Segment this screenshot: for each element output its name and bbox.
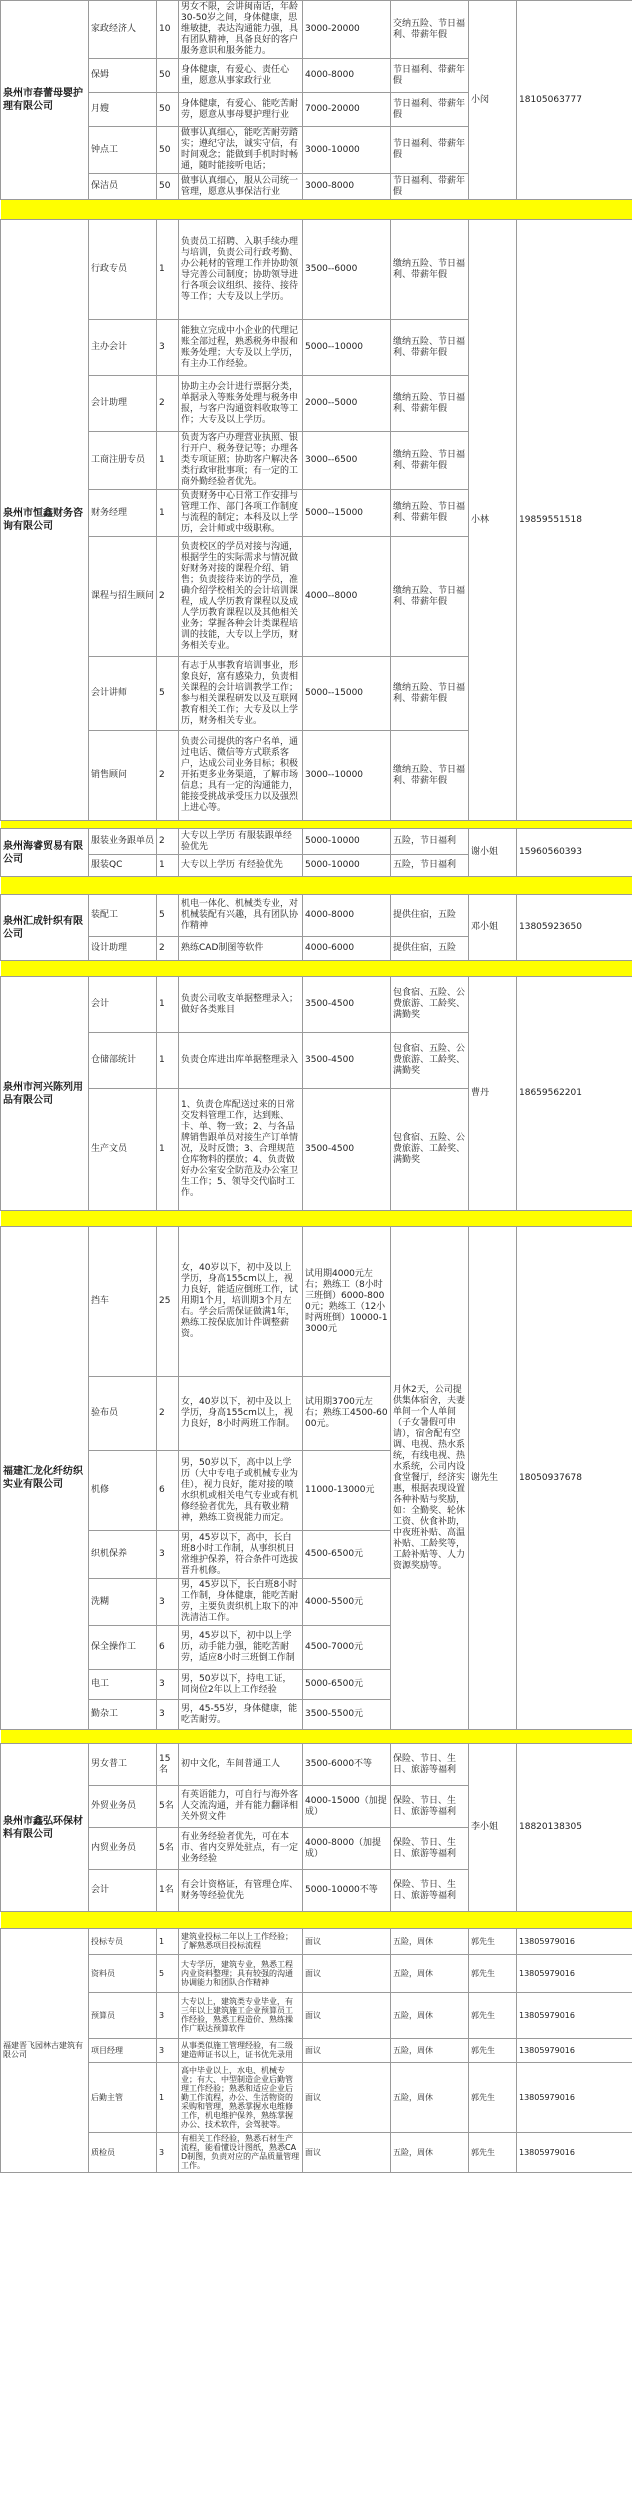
table-row	[1, 2038, 632, 2062]
contact-person: 小闵	[469, 1, 517, 200]
benefit: 五险，节日福利	[391, 829, 469, 855]
requirement: 熟练CAD制图等软件	[179, 937, 303, 961]
table-row	[1, 1954, 632, 1992]
job-title: 生产文员	[89, 1089, 157, 1211]
section-divider	[1, 1211, 632, 1227]
job-title: 资料员	[89, 1954, 157, 1992]
headcount: 2	[157, 376, 179, 432]
job-title: 销售顾问	[89, 731, 157, 821]
benefit: 保险、节日、生日、旅游等福利	[391, 1870, 469, 1912]
job-title: 会计	[89, 1870, 157, 1912]
salary: 试用期4000元左右；熟练工（8小时三班倒）6000-8000元；熟练工（12小时两班倒）10000-13000元	[303, 1227, 391, 1377]
requirement: 做事认真细心，服从公司统一管理，愿意从事保洁行业	[179, 174, 303, 200]
headcount: 50	[157, 59, 179, 93]
job-title: 钟点工	[89, 127, 157, 174]
job-title: 行政专员	[89, 220, 157, 320]
salary: 5000-10000	[303, 829, 391, 855]
benefit: 保险、节日、生日、旅游等福利	[391, 1786, 469, 1828]
requirement: 机电一体化、机械类专业，对机械装配有兴趣，具有团队协作精神	[179, 895, 303, 937]
requirement: 负责仓库进出库单据整理录入	[179, 1033, 303, 1089]
job-title: 工商注册专员	[89, 432, 157, 490]
job-title: 会计讲师	[89, 657, 157, 731]
headcount: 1	[157, 490, 179, 537]
phone: 13805979016	[517, 1928, 632, 1954]
salary: 4000--8000	[303, 537, 391, 657]
salary: 面议	[303, 2062, 391, 2132]
requirement: 负责公司提供的客户名单，通过电话、微信等方式联系客户，达成公司业务目标；积极开拓更多业务渠道，了解市场信息；具有一定的沟通能力，能接受挑战承受压力以及强烈上进心等。	[179, 731, 303, 821]
company-name: 福建汇龙化纤纺织实业有限公司	[1, 1227, 89, 1730]
job-title: 月嫂	[89, 93, 157, 127]
benefit: 保险、节日、生日、旅游等福利	[391, 1828, 469, 1870]
requirement: 男，50岁以下，持电工证，同岗位2年以上工作经验	[179, 1670, 303, 1700]
salary: 3500-6000不等	[303, 1744, 391, 1786]
headcount: 1	[157, 220, 179, 320]
headcount: 3	[157, 320, 179, 376]
headcount: 1	[157, 1928, 179, 1954]
requirement: 协助主办会计进行票据分类，单据录入等账务处理与税务申报，与客户沟通资料收取等工作；大专及以上学历。	[179, 376, 303, 432]
benefit: 五险，周休	[391, 2132, 469, 2172]
requirement: 男，45-55岁，身体健康，能吃苦耐劳。	[179, 1700, 303, 1730]
requirement: 负责为客户办理营业执照、银行开户、税务登记等；办理各类专项证照；协助客户解决各类行政审批事项；有一定的工商外勤经验者优先。	[179, 432, 303, 490]
table-row	[1, 1227, 632, 1377]
requirement: 建筑业投标二年以上工作经验；了解熟悉项目投标流程	[179, 1928, 303, 1954]
salary: 5000-10000	[303, 855, 391, 877]
requirement: 做事认真细心，能吃苦耐劳踏实；遵纪守法，诚实守信，有时间观念；能做到手机时时畅通，随时能接听电话；	[179, 127, 303, 174]
benefit: 缴纳五险、节日福利、带薪年假	[391, 490, 469, 537]
contact-person: 郭先生	[469, 2038, 517, 2062]
salary: 3500-5500元	[303, 1700, 391, 1730]
job-title: 男女普工	[89, 1744, 157, 1786]
salary: 面议	[303, 1992, 391, 2038]
headcount: 2	[157, 1377, 179, 1451]
requirement: 负责公司收支单据整理录入；做好各类账目	[179, 977, 303, 1033]
requirement: 负责员工招聘、入职手续办理与培训，负责公司行政考勤、办公耗材的管理工作并协助领导完善公司制度；协助领导进行各项会议组织、接待、接待等工作；大专及以上学历。	[179, 220, 303, 320]
contact-person: 郭先生	[469, 2062, 517, 2132]
company-name: 福建晋飞园林古建筑有限公司	[1, 1928, 89, 2172]
benefit: 包食宿、五险、公费旅游、工龄奖、满勤奖	[391, 977, 469, 1033]
job-title: 仓储部统计	[89, 1033, 157, 1089]
job-title: 主办会计	[89, 320, 157, 376]
requirement: 男，45岁以下，长白班8小时工作制，身体健康，能吃苦耐劳，主要负责织机上取下的冲洗清洁工作。	[179, 1579, 303, 1626]
job-title: 内贸业务员	[89, 1828, 157, 1870]
benefit: 缴纳五险、节日福利、带薪年假	[391, 376, 469, 432]
benefit: 提供住宿，五险	[391, 937, 469, 961]
phone: 13805979016	[517, 2132, 632, 2172]
requirement: 负责财务中心日常工作安排与管理工作、部门各项工作制度与流程的制定；本科及以上学历，会计师或中级职称。	[179, 490, 303, 537]
company-name: 泉州汇成针织有限公司	[1, 895, 89, 961]
contact-person: 郭先生	[469, 1992, 517, 2038]
salary: 3000--10000	[303, 731, 391, 821]
contact-person: 小林	[469, 220, 517, 821]
table-row	[1, 1, 632, 59]
job-title: 织机保养	[89, 1531, 157, 1579]
salary: 5000--15000	[303, 657, 391, 731]
job-title: 挡车	[89, 1227, 157, 1377]
salary: 11000-13000元	[303, 1451, 391, 1531]
headcount: 50	[157, 127, 179, 174]
job-title: 验布员	[89, 1377, 157, 1451]
headcount: 3	[157, 1670, 179, 1700]
benefit: 节日福利、带薪年假	[391, 93, 469, 127]
salary: 7000-20000	[303, 93, 391, 127]
salary: 4500-6500元	[303, 1531, 391, 1579]
headcount: 2	[157, 829, 179, 855]
headcount: 2	[157, 937, 179, 961]
benefit: 五险，周休	[391, 1954, 469, 1992]
job-title: 后勤主管	[89, 2062, 157, 2132]
table-row	[1, 1928, 632, 1954]
table-row	[1, 1992, 632, 2038]
benefit: 缴纳五险、节日福利、带薪年假	[391, 320, 469, 376]
contact-person: 郭先生	[469, 2132, 517, 2172]
contact-person: 郭先生	[469, 1954, 517, 1992]
section-divider	[1, 877, 632, 895]
job-title: 洗糊	[89, 1579, 157, 1626]
requirement: 大专以上，建筑类专业毕业，有三年以上建筑施工企业预算员工作经验，熟悉工程造价、熟练操作广联达预算软件	[179, 1992, 303, 2038]
company-name: 泉州市河兴陈列用品有限公司	[1, 977, 89, 1211]
benefit: 节日福利、带薪年假	[391, 127, 469, 174]
phone: 13805979016	[517, 2038, 632, 2062]
job-title: 课程与招生顾问	[89, 537, 157, 657]
headcount: 1	[157, 1089, 179, 1211]
requirement: 有业务经验者优先，可在本市、省内交界处驻点，有一定业务经验	[179, 1828, 303, 1870]
contact-person: 邓小姐	[469, 895, 517, 961]
requirement: 男女不限，会讲闽南话，年龄30-50岁之间，身体健康，思维敏捷，表达沟通能力强，具有团队精神，具备良好的客户服务意识和服务能力。	[179, 1, 303, 59]
requirement: 有相关工作经验，熟悉石材生产流程，能看懂设计图纸，熟悉CAD制图，负责对应的产品质量管理工作。	[179, 2132, 303, 2172]
requirement: 有会计资格证，有管理仓库、财务等经验优先	[179, 1870, 303, 1912]
benefit: 包食宿、五险、公费旅游、工龄奖、满勤奖	[391, 1089, 469, 1211]
benefit: 五险，节日福利	[391, 855, 469, 877]
headcount: 6	[157, 1626, 179, 1670]
job-title: 勤杂工	[89, 1700, 157, 1730]
section-divider	[1, 200, 632, 220]
requirement: 有志于从事教育培训事业，形象良好，富有感染力，负责相关课程的会计培训教学工作；参与相关课程研发以及互联网教育相关工作；大专及以上学历，财务相关专业。	[179, 657, 303, 731]
headcount: 25	[157, 1227, 179, 1377]
requirement: 1、负责仓库配送过来的日常交发料管理工作，达到账、卡、单、物一致；2、与各品牌销售跟单员对接生产订单情况，及时反馈；3、合理规范仓库物料的摆放；4、负责做好办公室安全防范及办公室卫生工作；5、领导交代临时工作。	[179, 1089, 303, 1211]
requirement: 负责校区的学员对接与沟通，根据学生的实际需求与情况做好财务对接的课程介绍、销售；负责接待来访的学员，准确介绍学校相关的会计培训课程，成人学历教育课程以及成人学历教育课程以及其他相关业务；掌握各种会计类课程培训的技能，大专以上学历，财务相关专业。	[179, 537, 303, 657]
job-title: 质检员	[89, 2132, 157, 2172]
headcount: 50	[157, 174, 179, 200]
requirement: 从事类似施工管理经验，有二级建造师证书以上，证书优先录用	[179, 2038, 303, 2062]
contact-person: 曹丹	[469, 977, 517, 1211]
salary: 2000--5000	[303, 376, 391, 432]
benefit: 节日福利、带薪年假	[391, 59, 469, 93]
contact-person: 谢先生	[469, 1227, 517, 1730]
phone: 19859551518	[517, 220, 632, 821]
salary: 面议	[303, 1954, 391, 1992]
salary: 4000-8000（加提成）	[303, 1828, 391, 1870]
section-divider	[1, 961, 632, 977]
job-table-bottom	[0, 1928, 632, 2173]
headcount: 5名	[157, 1828, 179, 1870]
benefit: 五险，周休	[391, 2062, 469, 2132]
salary: 3000-20000	[303, 1, 391, 59]
headcount: 3	[157, 1700, 179, 1730]
headcount: 3	[157, 1531, 179, 1579]
headcount: 15名	[157, 1744, 179, 1786]
requirement: 大专以上学历 有经验优先	[179, 855, 303, 877]
job-title: 服装业务跟单员	[89, 829, 157, 855]
salary: 3000--6500	[303, 432, 391, 490]
headcount: 3	[157, 2038, 179, 2062]
job-title: 服装QC	[89, 855, 157, 877]
contact-person: 谢小姐	[469, 829, 517, 877]
salary: 3000-10000	[303, 127, 391, 174]
headcount: 1	[157, 977, 179, 1033]
phone: 13805923650	[517, 895, 632, 961]
phone: 18105063777	[517, 1, 632, 200]
table-row	[1, 1744, 632, 1786]
salary: 3500-4500	[303, 1089, 391, 1211]
company-name: 泉州市恒鑫财务咨询有限公司	[1, 220, 89, 821]
headcount: 10	[157, 1, 179, 59]
headcount: 2	[157, 731, 179, 821]
requirement: 身体健康，有爱心、能吃苦耐劳，愿意从事母婴护理行业	[179, 93, 303, 127]
section-divider	[1, 1912, 632, 1928]
requirement: 高中毕业以上，水电、机械专业；有大、中型制造企业后勤管理工作经验；熟悉和适应企业后勤工作流程，办公、生活物资的采购和管理，熟悉掌握水电维修工作，机电维护保养，熟练掌握办公、技术软件，会驾驶等。	[179, 2062, 303, 2132]
table-row	[1, 220, 632, 320]
salary: 4500-7000元	[303, 1626, 391, 1670]
benefit: 五险，周休	[391, 1992, 469, 2038]
job-title: 投标专员	[89, 1928, 157, 1954]
headcount: 6	[157, 1451, 179, 1531]
salary: 3500-4500	[303, 1033, 391, 1089]
requirement: 女，40岁以下，初中及以上学历，身高155cm以上，视力良好，能适应倒班工作，试用期1个月，培训期3个月左右。学会后需保证做满1年，熟练工按保底加计件调整薪资。	[179, 1227, 303, 1377]
requirement: 大专以上学历 有服装跟单经验优先	[179, 829, 303, 855]
job-title: 家政经济人	[89, 1, 157, 59]
salary: 3000-8000	[303, 174, 391, 200]
job-title: 装配工	[89, 895, 157, 937]
requirement: 能独立完成中小企业的代理记账全部过程，熟悉税务申报和账务处理；大专及以上学历，有主办工作经验。	[179, 320, 303, 376]
phone: 13805979016	[517, 1992, 632, 2038]
benefit: 节日福利、带薪年假	[391, 174, 469, 200]
salary: 4000-8000	[303, 895, 391, 937]
benefit: 缴纳五险、节日福利、带薪年假	[391, 432, 469, 490]
section-divider	[1, 1730, 632, 1744]
contact-person: 郭先生	[469, 1928, 517, 1954]
benefit: 缴纳五险、节日福利、带薪年假	[391, 537, 469, 657]
benefit: 五险，周休	[391, 2038, 469, 2062]
phone: 18820138305	[517, 1744, 632, 1912]
salary: 5000--10000	[303, 320, 391, 376]
job-title: 预算员	[89, 1992, 157, 2038]
headcount: 5名	[157, 1786, 179, 1828]
headcount: 3	[157, 1992, 179, 2038]
phone: 18050937678	[517, 1227, 632, 1730]
benefit: 缴纳五险、节日福利、带薪年假	[391, 657, 469, 731]
headcount: 5	[157, 657, 179, 731]
phone: 13805979016	[517, 2062, 632, 2132]
table-row	[1, 977, 632, 1033]
headcount: 1	[157, 1033, 179, 1089]
benefit: 五险，周休	[391, 1928, 469, 1954]
job-title: 保全操作工	[89, 1626, 157, 1670]
company-name: 泉州市鑫弘环保材料有限公司	[1, 1744, 89, 1912]
salary: 面议	[303, 2132, 391, 2172]
salary: 3500-4500	[303, 977, 391, 1033]
headcount: 5	[157, 1954, 179, 1992]
job-title: 会计	[89, 977, 157, 1033]
salary: 5000-10000不等	[303, 1870, 391, 1912]
benefit: 包食宿、五险、公费旅游、工龄奖、满勤奖	[391, 1033, 469, 1089]
phone: 15960560393	[517, 829, 632, 877]
salary: 4000-5500元	[303, 1579, 391, 1626]
job-title: 财务经理	[89, 490, 157, 537]
job-title: 保洁员	[89, 174, 157, 200]
job-title: 会计助理	[89, 376, 157, 432]
phone: 13805979016	[517, 1954, 632, 1992]
section-divider	[1, 821, 632, 829]
benefit: 缴纳五险、节日福利、带薪年假	[391, 731, 469, 821]
headcount: 2	[157, 537, 179, 657]
job-title: 保姆	[89, 59, 157, 93]
requirement: 初中文化，车间普通工人	[179, 1744, 303, 1786]
job-title: 设计助理	[89, 937, 157, 961]
job-title: 电工	[89, 1670, 157, 1700]
salary: 5000-6500元	[303, 1670, 391, 1700]
requirement: 有英语能力，可自行与海外客人交流沟通，并有能力翻译相关外贸文件	[179, 1786, 303, 1828]
table-row	[1, 829, 632, 855]
headcount: 5	[157, 895, 179, 937]
benefit: 提供住宿，五险	[391, 895, 469, 937]
benefit: 交纳五险、节日福利、带薪年假	[391, 1, 469, 59]
headcount: 3	[157, 2132, 179, 2172]
salary: 试用期3700元左右；熟练工4500-6000元。	[303, 1377, 391, 1451]
phone: 18659562201	[517, 977, 632, 1211]
requirement: 男，45岁以下，高中，长白班8小时工作制，从事织机日常维护保养，符合条件可选拔晋升机修。	[179, 1531, 303, 1579]
table-row	[1, 2132, 632, 2172]
requirement: 大专学历，建筑专业，熟悉工程内业资料整理；具有较强的沟通协调能力和团队合作精神	[179, 1954, 303, 1992]
salary: 4000-6000	[303, 937, 391, 961]
requirement: 身体健康，有爱心、责任心重，愿意从事家政行业	[179, 59, 303, 93]
headcount: 50	[157, 93, 179, 127]
benefit: 保险、节日、生日、旅游等福利	[391, 1744, 469, 1786]
job-title: 项目经理	[89, 2038, 157, 2062]
contact-person: 李小姐	[469, 1744, 517, 1912]
requirement: 女，40岁以下，初中及以上学历，身高155cm以上，视力良好，8小时两班工作制。	[179, 1377, 303, 1451]
headcount: 1	[157, 432, 179, 490]
headcount: 3	[157, 1579, 179, 1626]
requirement: 男，50岁以下，高中以上学历（大中专电子或机械专业为佳），视力良好，能对接的喷水织机或相关电气专业或有机修经验者优先，具有敬业精神，熟练工资视能力而定。	[179, 1451, 303, 1531]
table-row	[1, 2062, 632, 2132]
headcount: 1	[157, 2062, 179, 2132]
salary: 面议	[303, 1928, 391, 1954]
headcount: 1名	[157, 1870, 179, 1912]
salary: 4000-8000	[303, 59, 391, 93]
job-title: 外贸业务员	[89, 1786, 157, 1828]
headcount: 1	[157, 855, 179, 877]
company-name: 泉州市春蕾母婴护理有限公司	[1, 1, 89, 200]
company-name: 泉州海睿贸易有限公司	[1, 829, 89, 877]
salary: 4000-15000（加提成）	[303, 1786, 391, 1828]
salary: 3500--6000	[303, 220, 391, 320]
benefit: 月休2天，公司提供集体宿舍，夫妻单间一个人单间（子女暑假可申请），宿舍配有空调、电视、热水系统，有线电视、热水系统，公司内设食堂餐厅，经济实惠，根据表现设置各种补贴与奖励，如：全勤奖、轮休工资、伙食补助，中夜班补贴、高温补贴、工龄奖等，工龄补贴等、人力资源奖励等。	[391, 1227, 469, 1730]
job-title: 机修	[89, 1451, 157, 1531]
requirement: 男，45岁以下，初中以上学历，动手能力强，能吃苦耐劳，适应8小时三班倒工作制	[179, 1626, 303, 1670]
salary: 5000--15000	[303, 490, 391, 537]
salary: 面议	[303, 2038, 391, 2062]
table-row	[1, 895, 632, 937]
benefit: 缴纳五险、节日福利、带薪年假	[391, 220, 469, 320]
